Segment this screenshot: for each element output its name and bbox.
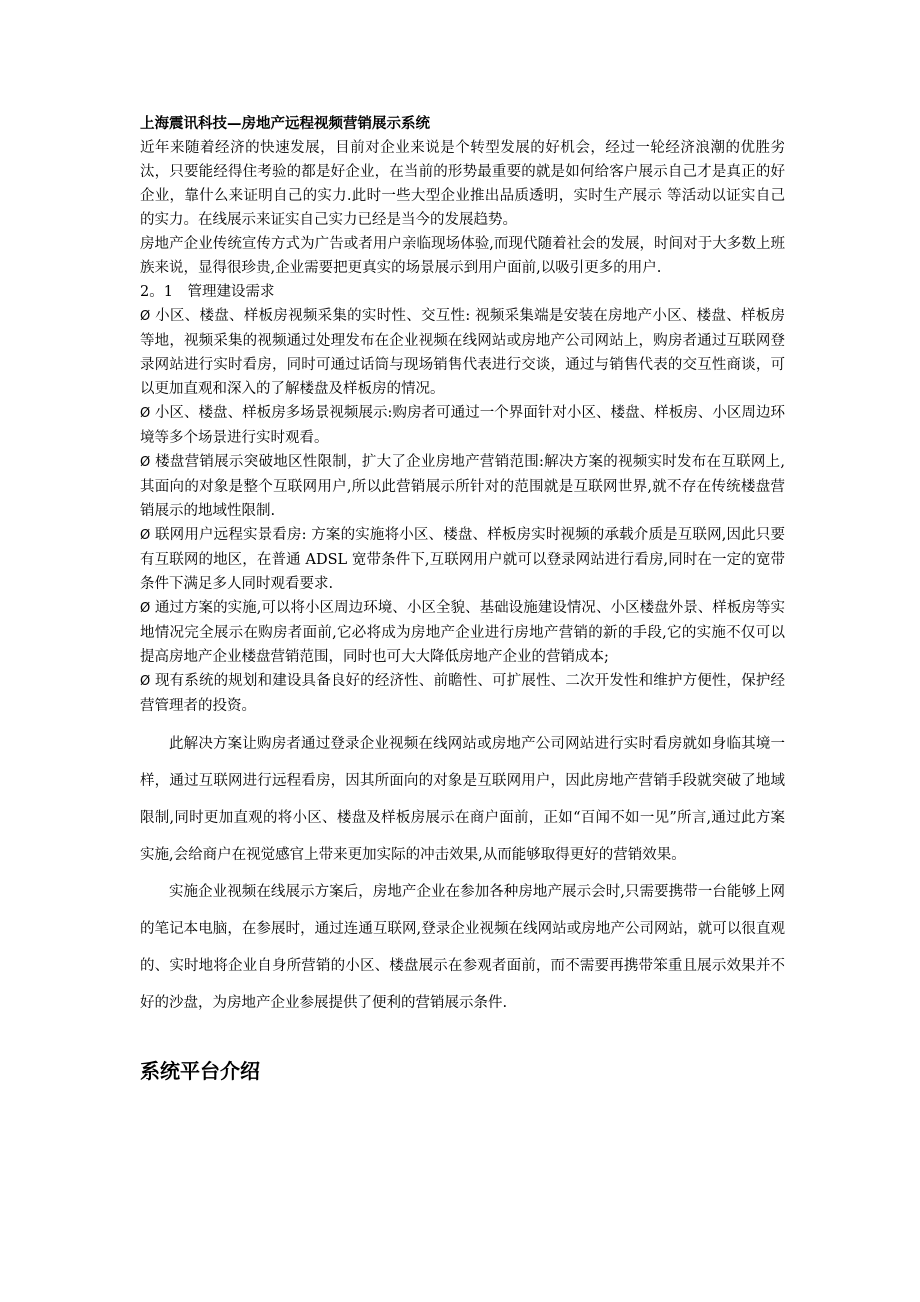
bullet-arrow-icon: Ø bbox=[140, 601, 151, 616]
solution-paragraph: 此解决方案让购房者通过登录企业视频在线网站或房地产公司网站进行实时看房就如身临其境一样，通过互联网进行远程看房，因其所面向的对象是互联网用户，因此房地产营销手段就突破了地域限制,同时更加直观的将小区、楼盘及样板房展示在商户面前，正如“百闻不如一见”所言,通过此方案实施,会给商户在视觉感官上带来更加实际的冲击效果,从而能够取得更好的营销效果。 bbox=[140, 736, 785, 863]
background-paragraph: 房地产企业传统宣传方式为广告或者用户亲临现场体验,而现代随着社会的发展，时间对于大多数上班族来说，显得很珍贵,企业需要把更真实的场景展示到用户面前,以吸引更多的用户. bbox=[140, 236, 785, 276]
bullet-text: 现有系统的规划和建设具备良好的经济性、前瞻性、可扩展性、二次开发性和维护方便性，保护经营管理者的投资。 bbox=[140, 673, 785, 714]
section-2-1-heading: 2。1 管理建设需求 bbox=[140, 284, 275, 300]
bullet-arrow-icon: Ø bbox=[140, 455, 151, 470]
bullet-arrow-icon: Ø bbox=[140, 309, 151, 324]
indented-paragraphs bbox=[140, 726, 785, 1022]
bullet-item bbox=[140, 450, 785, 523]
bullet-text: 楼盘营销展示突破地区性限制，扩大了企业房地产营销范围:解决方案的视频实时发布在互联网上,其面向的对象是整个互联网用户,所以此营销展示所针对的范围就是互联网世界,就不存在传统楼盘营销展示的地域性限制. bbox=[140, 454, 785, 519]
bullet-item bbox=[140, 523, 785, 596]
bullet-item bbox=[140, 401, 785, 450]
section-heading: 系统平台介绍 bbox=[140, 1059, 260, 1083]
bullet-arrow-icon: Ø bbox=[140, 674, 151, 689]
bullet-text: 小区、楼盘、样板房视频采集的实时性、交互性: 视频采集端是安装在房地产小区、楼盘、样板房等地，视频采集的视频通过处理发布在企业视频在线网站或房地产公司网站上，购房者通过互联网登录网站进行实时看房，同时可通过话筒与现场销售代表进行交谈，通过与销售代表的交互性商谈，可以更加直观和深入的了解楼盘及样板房的情况。 bbox=[140, 308, 786, 397]
bullet-item bbox=[140, 596, 785, 669]
bullet-text: 小区、楼盘、样板房多场景视频展示:购房者可通过一个界面针对小区、楼盘、样板房、小区周边环境等多个场景进行实时观看。 bbox=[140, 405, 785, 446]
document-title: 上海震讯科技—房地产远程视频营销展示系统 bbox=[140, 116, 430, 132]
bullet-text: 联网用户远程实景看房: 方案的实施将小区、楼盘、样板房实时视频的承载介质是互联网,因此只要有互联网的地区，在普通 ADSL 宽带条件下,互联网用户就可以登录网站进行看房,同时在一定的宽带条件下满足多人同时观看要求. bbox=[140, 527, 786, 592]
document-page bbox=[140, 112, 785, 1086]
bullet-item bbox=[140, 669, 785, 718]
bullet-arrow-icon: Ø bbox=[140, 528, 151, 543]
intro-paragraph: 近年来随着经济的快速发展，目前对企业来说是个转型发展的好机会，经过一轮经济浪潮的优胜劣汰，只要能经得住考验的都是好企业，在当前的形势最重要的就是如何给客户展示自己才是真正的好企业，靠什么来证明自己的实力.此时一些大型企业推出品质透明，实时生产展示 等活动以证实自己的实力。在线展示来证实自己实力已经是当今的发展趋势。 bbox=[140, 140, 785, 228]
bullet-text: 通过方案的实施,可以将小区周边环境、小区全貌、基础设施建设情况、小区楼盘外景、样板房等实地情况完全展示在购房者面前,它必将成为房地产企业进行房地产营销的新的手段,它的实施不仅可以提高房地产企业楼盘营销范围，同时也可大大降低房地产企业的营销成本; bbox=[140, 600, 785, 665]
exhibition-paragraph: 实施企业视频在线展示方案后，房地产企业在参加各种房地产展示会时,只需要携带一台能够上网的笔记本电脑，在参展时，通过连通互联网,登录企业视频在线网站或房地产公司网站，就可以很直观的、实时地将企业自身所营销的小区、楼盘展示在参观者面前，而不需要再携带笨重且展示效果并不好的沙盘，为房地产企业参展提供了便利的营销展示条件. bbox=[140, 884, 785, 1011]
bullet-arrow-icon: Ø bbox=[140, 406, 151, 421]
bullet-item bbox=[140, 304, 785, 401]
